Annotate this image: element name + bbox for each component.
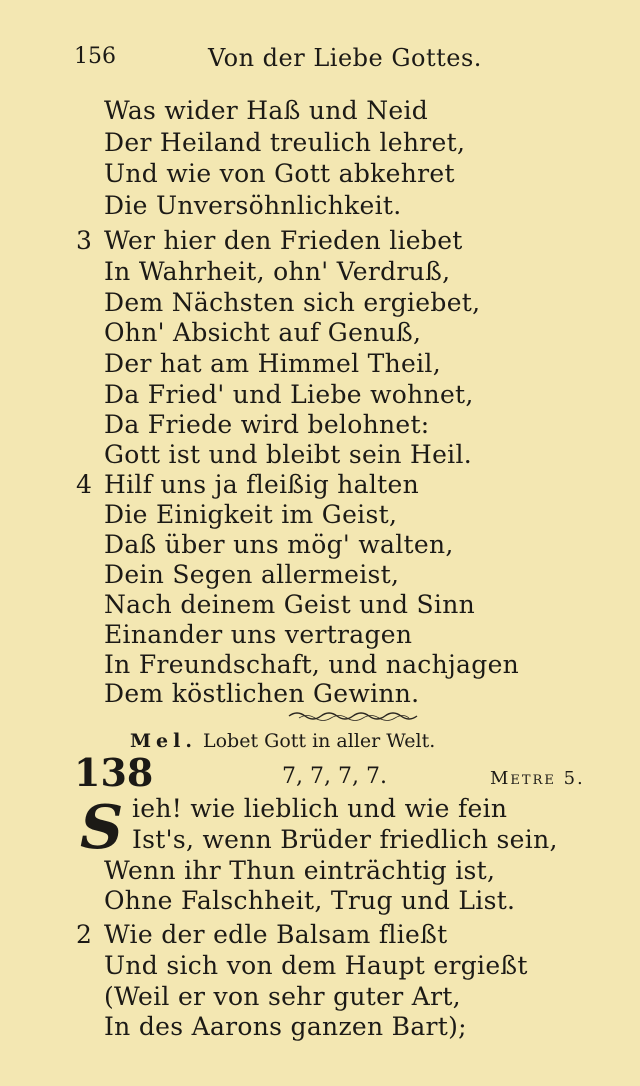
verse-line: Nach deinem Geist und Sinn bbox=[104, 590, 476, 619]
stanza-number: 2 bbox=[76, 920, 92, 949]
verse-line: Gott ist und bleibt sein Heil. bbox=[104, 440, 473, 469]
stanza-number: 3 bbox=[76, 226, 92, 255]
verse-line: Die Unversöhnlichkeit. bbox=[104, 191, 402, 220]
verse-line: Und sich von dem Haupt ergießt bbox=[104, 951, 528, 980]
melody-title: Lobet Gott in aller Welt. bbox=[203, 730, 436, 752]
hymn-number: 138 bbox=[74, 750, 154, 795]
meter-numbers: 7, 7, 7, 7. bbox=[282, 764, 387, 789]
verse-line: Die Einigkeit im Geist, bbox=[104, 500, 398, 529]
verse-line: Wenn ihr Thun einträchtig ist, bbox=[104, 856, 496, 885]
ornament-divider bbox=[287, 707, 419, 721]
melody-prefix: Mel. bbox=[130, 730, 197, 752]
verse-line: Ist's, wenn Brüder friedlich sein, bbox=[132, 825, 558, 854]
verse-line: In Freundschaft, und nachjagen bbox=[104, 650, 520, 679]
verse-line: Dem Nächsten sich ergiebet, bbox=[104, 288, 481, 317]
verse-line: Hilf uns ja fleißig halten bbox=[104, 470, 420, 499]
verse-line: Ohn' Absicht auf Genuß, bbox=[104, 318, 422, 347]
verse-line: In Wahrheit, ohn' Verdruß, bbox=[104, 257, 451, 286]
verse-line: Wer hier den Frieden liebet bbox=[104, 226, 463, 255]
verse-line: Daß über uns mög' walten, bbox=[104, 530, 454, 559]
verse-line: Der Heiland treulich lehret, bbox=[104, 128, 466, 157]
drop-cap: S bbox=[80, 793, 124, 863]
verse-line: Da Friede wird belohnet: bbox=[104, 410, 430, 439]
verse-line: In des Aarons ganzen Bart); bbox=[104, 1012, 467, 1041]
verse-line: Wie der edle Balsam fließt bbox=[104, 920, 448, 949]
verse-line: (Weil er von sehr guter Art, bbox=[104, 982, 461, 1011]
verse-line: Dem köstlichen Gewinn. bbox=[104, 679, 420, 708]
verse-line: Da Fried' und Liebe wohnet, bbox=[104, 380, 474, 409]
meter-label: Metre 5. bbox=[490, 768, 585, 789]
verse-line: Und wie von Gott abkehret bbox=[104, 159, 455, 188]
stanza-number: 4 bbox=[76, 470, 92, 499]
verse-line: Der hat am Himmel Theil, bbox=[104, 349, 441, 378]
running-title: Von der Liebe Gottes. bbox=[208, 44, 482, 72]
page-number: 156 bbox=[74, 44, 116, 69]
verse-line: Was wider Haß und Neid bbox=[104, 96, 429, 125]
verse-line: ieh! wie lieblich und wie fein bbox=[132, 794, 508, 823]
verse-line: Ohne Falschheit, Trug und List. bbox=[104, 886, 516, 915]
melody-line bbox=[130, 728, 435, 754]
verse-line: Dein Segen allermeist, bbox=[104, 560, 400, 589]
page-header bbox=[0, 44, 640, 80]
verse-line: Einander uns vertragen bbox=[104, 620, 413, 649]
